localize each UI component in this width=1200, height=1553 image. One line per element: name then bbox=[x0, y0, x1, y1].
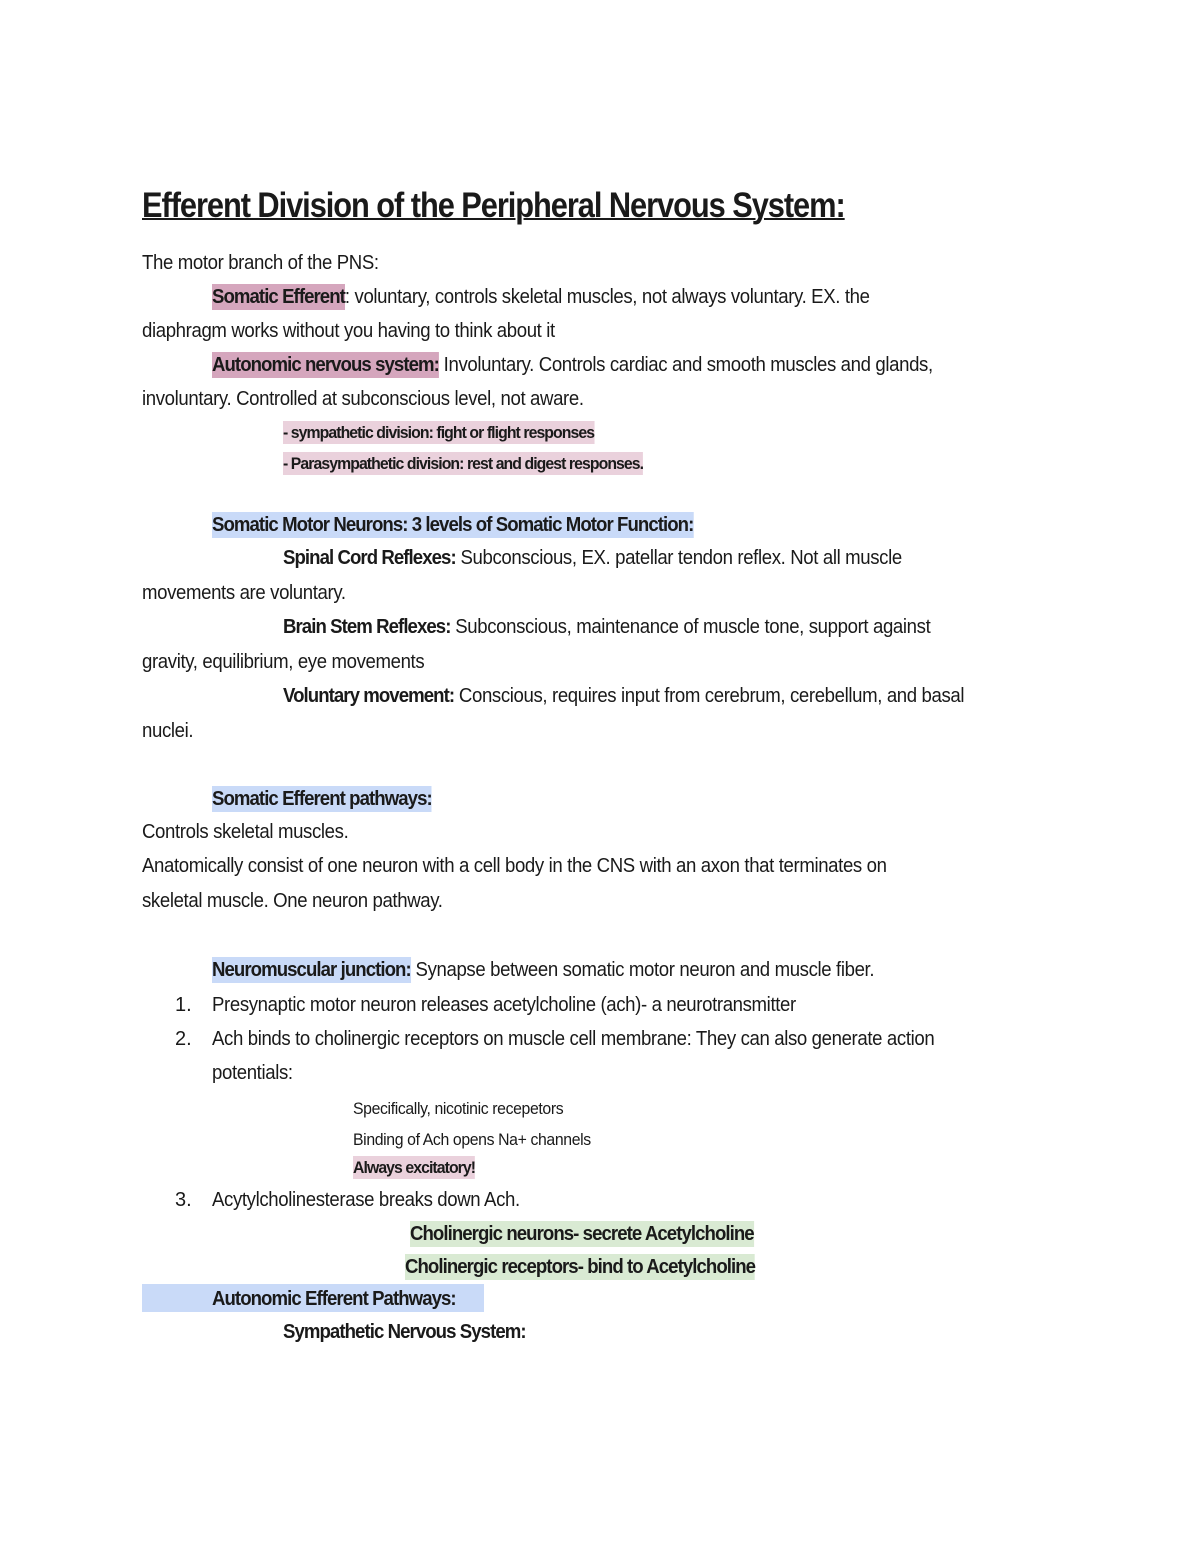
somatic-efferent-continuation: diaphragm works without you having to think about it bbox=[142, 320, 555, 342]
voluntary-movement-continuation: nuclei. bbox=[142, 720, 194, 742]
sub-point-na-channels: Binding of Ach opens Na+ channels bbox=[353, 1130, 591, 1149]
spinal-reflex-text: Subconscious, EX. patellar tendon reflex. Not all muscle bbox=[455, 547, 902, 569]
spinal-reflex-line bbox=[283, 541, 902, 575]
brainstem-reflex-line bbox=[283, 610, 930, 644]
sympathetic-nervous-system-heading bbox=[283, 1315, 526, 1349]
document-title: Efferent Division of the Peripheral Nervous System: bbox=[142, 186, 845, 225]
pathways-line-2: Anatomically consist of one neuron with a cell body in the CNS with an axon that terminates on bbox=[142, 855, 887, 877]
brainstem-reflex-text: Subconscious, maintenance of muscle tone, support against bbox=[450, 616, 931, 638]
pathways-heading-line bbox=[212, 782, 432, 816]
voluntary-movement-line bbox=[283, 679, 964, 713]
autonomic-line bbox=[212, 348, 933, 382]
autonomic-text: Involuntary. Controls cardiac and smooth muscles and glands, bbox=[438, 354, 933, 376]
list-item: Acytylcholinesterase breaks down Ach. bbox=[212, 1189, 520, 1211]
brainstem-reflex-continuation: gravity, equilibrium, eye movements bbox=[142, 651, 425, 673]
spinal-reflex-continuation: movements are voluntary. bbox=[142, 582, 346, 604]
pathways-line-1: Controls skeletal muscles. bbox=[142, 821, 349, 843]
pathways-heading: Somatic Efferent pathways: bbox=[212, 788, 432, 810]
somatic-efferent-line bbox=[212, 280, 870, 314]
sub-point-excitatory: Always excitatory! bbox=[353, 1158, 476, 1177]
motor-neurons-heading: Somatic Motor Neurons: 3 levels of Somatic Motor Function: bbox=[212, 514, 694, 536]
list-item: Presynaptic motor neuron releases acetylcholine (ach)- a neurotransmitter bbox=[212, 994, 796, 1016]
autonomic-label: Autonomic nervous system: bbox=[212, 354, 439, 376]
voluntary-movement-text: Conscious, requires input from cerebrum, cerebellum, and basal bbox=[454, 685, 965, 707]
cholinergic-receptors: Cholinergic receptors- bind to Acetylcholine bbox=[405, 1256, 756, 1278]
somatic-efferent-text: : voluntary, controls skeletal muscles, not always voluntary. EX. the bbox=[344, 286, 870, 308]
nmj-line bbox=[212, 953, 874, 987]
list-number: 3. bbox=[175, 1189, 192, 1211]
autonomic-pathways-heading bbox=[212, 1282, 456, 1316]
somatic-efferent-label: Somatic Efferent bbox=[212, 286, 345, 308]
parasympathetic-division: - Parasympathetic division: rest and digest responses. bbox=[283, 454, 644, 473]
nmj-label: Neuromuscular junction: bbox=[212, 959, 411, 981]
list-item-continuation: potentials: bbox=[212, 1062, 293, 1084]
intro-line: The motor branch of the PNS: bbox=[142, 252, 379, 274]
sub-point-excitatory-line bbox=[353, 1153, 475, 1183]
autonomic-continuation: involuntary. Controlled at subconscious level, not aware. bbox=[142, 388, 584, 410]
cholinergic-receptors-line bbox=[405, 1250, 755, 1284]
list-number: 2. bbox=[175, 1028, 192, 1050]
autonomic-pathways-label: Autonomic Efferent Pathways: bbox=[212, 1288, 456, 1310]
sympathetic-division-line bbox=[283, 418, 594, 448]
cholinergic-neurons-line bbox=[410, 1217, 754, 1251]
list-item: Ach binds to cholinergic receptors on muscle cell membrane: They can also generate action bbox=[212, 1028, 935, 1050]
pathways-line-3: skeletal muscle. One neuron pathway. bbox=[142, 890, 443, 912]
sympathetic-nervous-system-label: Sympathetic Nervous System: bbox=[283, 1321, 526, 1343]
nmj-text: Synapse between somatic motor neuron and muscle fiber. bbox=[410, 959, 875, 981]
sympathetic-division: - sympathetic division: fight or flight responses bbox=[283, 423, 595, 442]
parasympathetic-division-line bbox=[283, 449, 643, 479]
brainstem-reflex-label: Brain Stem Reflexes: bbox=[283, 616, 451, 638]
spinal-reflex-label: Spinal Cord Reflexes: bbox=[283, 547, 456, 569]
voluntary-movement-label: Voluntary movement: bbox=[283, 685, 455, 707]
list-number: 1. bbox=[175, 994, 192, 1016]
cholinergic-neurons: Cholinergic neurons- secrete Acetylcholine bbox=[410, 1223, 754, 1245]
sub-point-nicotinic: Specifically, nicotinic recepetors bbox=[353, 1099, 564, 1118]
motor-neurons-heading-line bbox=[212, 508, 693, 542]
